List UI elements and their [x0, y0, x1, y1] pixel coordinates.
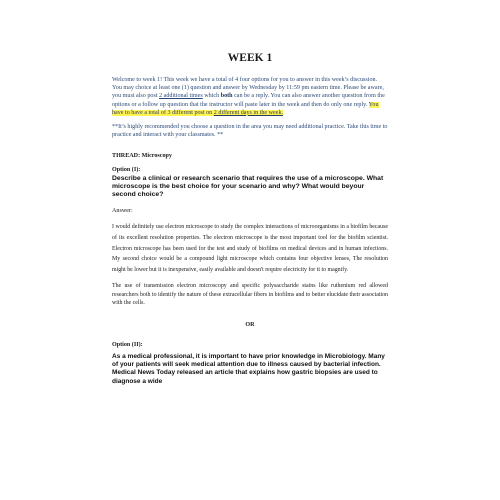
- page-title: WEEK 1: [227, 52, 273, 64]
- intro-paragraph: [112, 76, 388, 117]
- option-1-question: Describe a clinical or research scenario that requires the use of a microscope. What microscope is the best choice for your scenario and why? What would beyour second choice?: [112, 174, 384, 199]
- intro-bold-both: both: [220, 93, 233, 100]
- or-divider: OR: [245, 321, 255, 328]
- document-page: [112, 52, 388, 386]
- intro-highlight: You have to have a total of 3 different post on: [112, 101, 379, 116]
- answer-paragraph-1: I would definitely use electron microscope to study the complex interactions of microorganisms in a biofilm because of its excellent resolution properties. The electron microscope is the most important tool for the biofilm scientist. Electron microscope has been used for the test and study of biofilms on medical devices and in human infections. My second choice would be a compound light microscope which contains four objective lenses, The resolution might be lower but it is inexpensive, easily available and doesn't require electricity for it to magnify.: [112, 224, 388, 273]
- intro-text-3: can be a reply. You can also answer another question from the options or a follow up question that the instructor will paste later in the week and then do only one reply.: [112, 93, 385, 108]
- answer-label: Answer:: [112, 208, 133, 215]
- thread-label: THREAD: Microscopy: [112, 153, 172, 160]
- intro-text-1: Welcome to week 1! This week we have a total of 4 four options for you to answer in this week’s discussion. You may choice at least one (1) question and answer by Wednesday by 11:59 pm eastern time. Please be aware, you must also post: [112, 77, 384, 100]
- intro-highlight-underline: 2 different days in the week.: [213, 109, 284, 116]
- answer-paragraph-2: The use of transmission electron microscopy and specific polysaccharide stains like ruthenium red allowed researchers both to identify the nature of these extracellular fibers in biofilms and to better elucidate their association with the cells.: [112, 283, 388, 307]
- intro-text-2: which: [202, 93, 221, 100]
- option-1-label: Option (I):: [112, 167, 141, 174]
- option-2-label: Option (II):: [112, 341, 143, 348]
- option-2-question: As a medical professional, it is important to have prior knowledge in Microbiology. Many of your patients will seek medical attention due to illness caused by bacterial infection. Medical News Today released an article that explains how gastric biopsies are used to diagnose a wide: [112, 353, 385, 385]
- intro-underline-additional: 2 additional times: [159, 93, 203, 100]
- practice-note: **It’s highly recommended you choose a question in the area you may need additional practice. Take this time to practice and interact with your classmates. **: [112, 124, 388, 139]
